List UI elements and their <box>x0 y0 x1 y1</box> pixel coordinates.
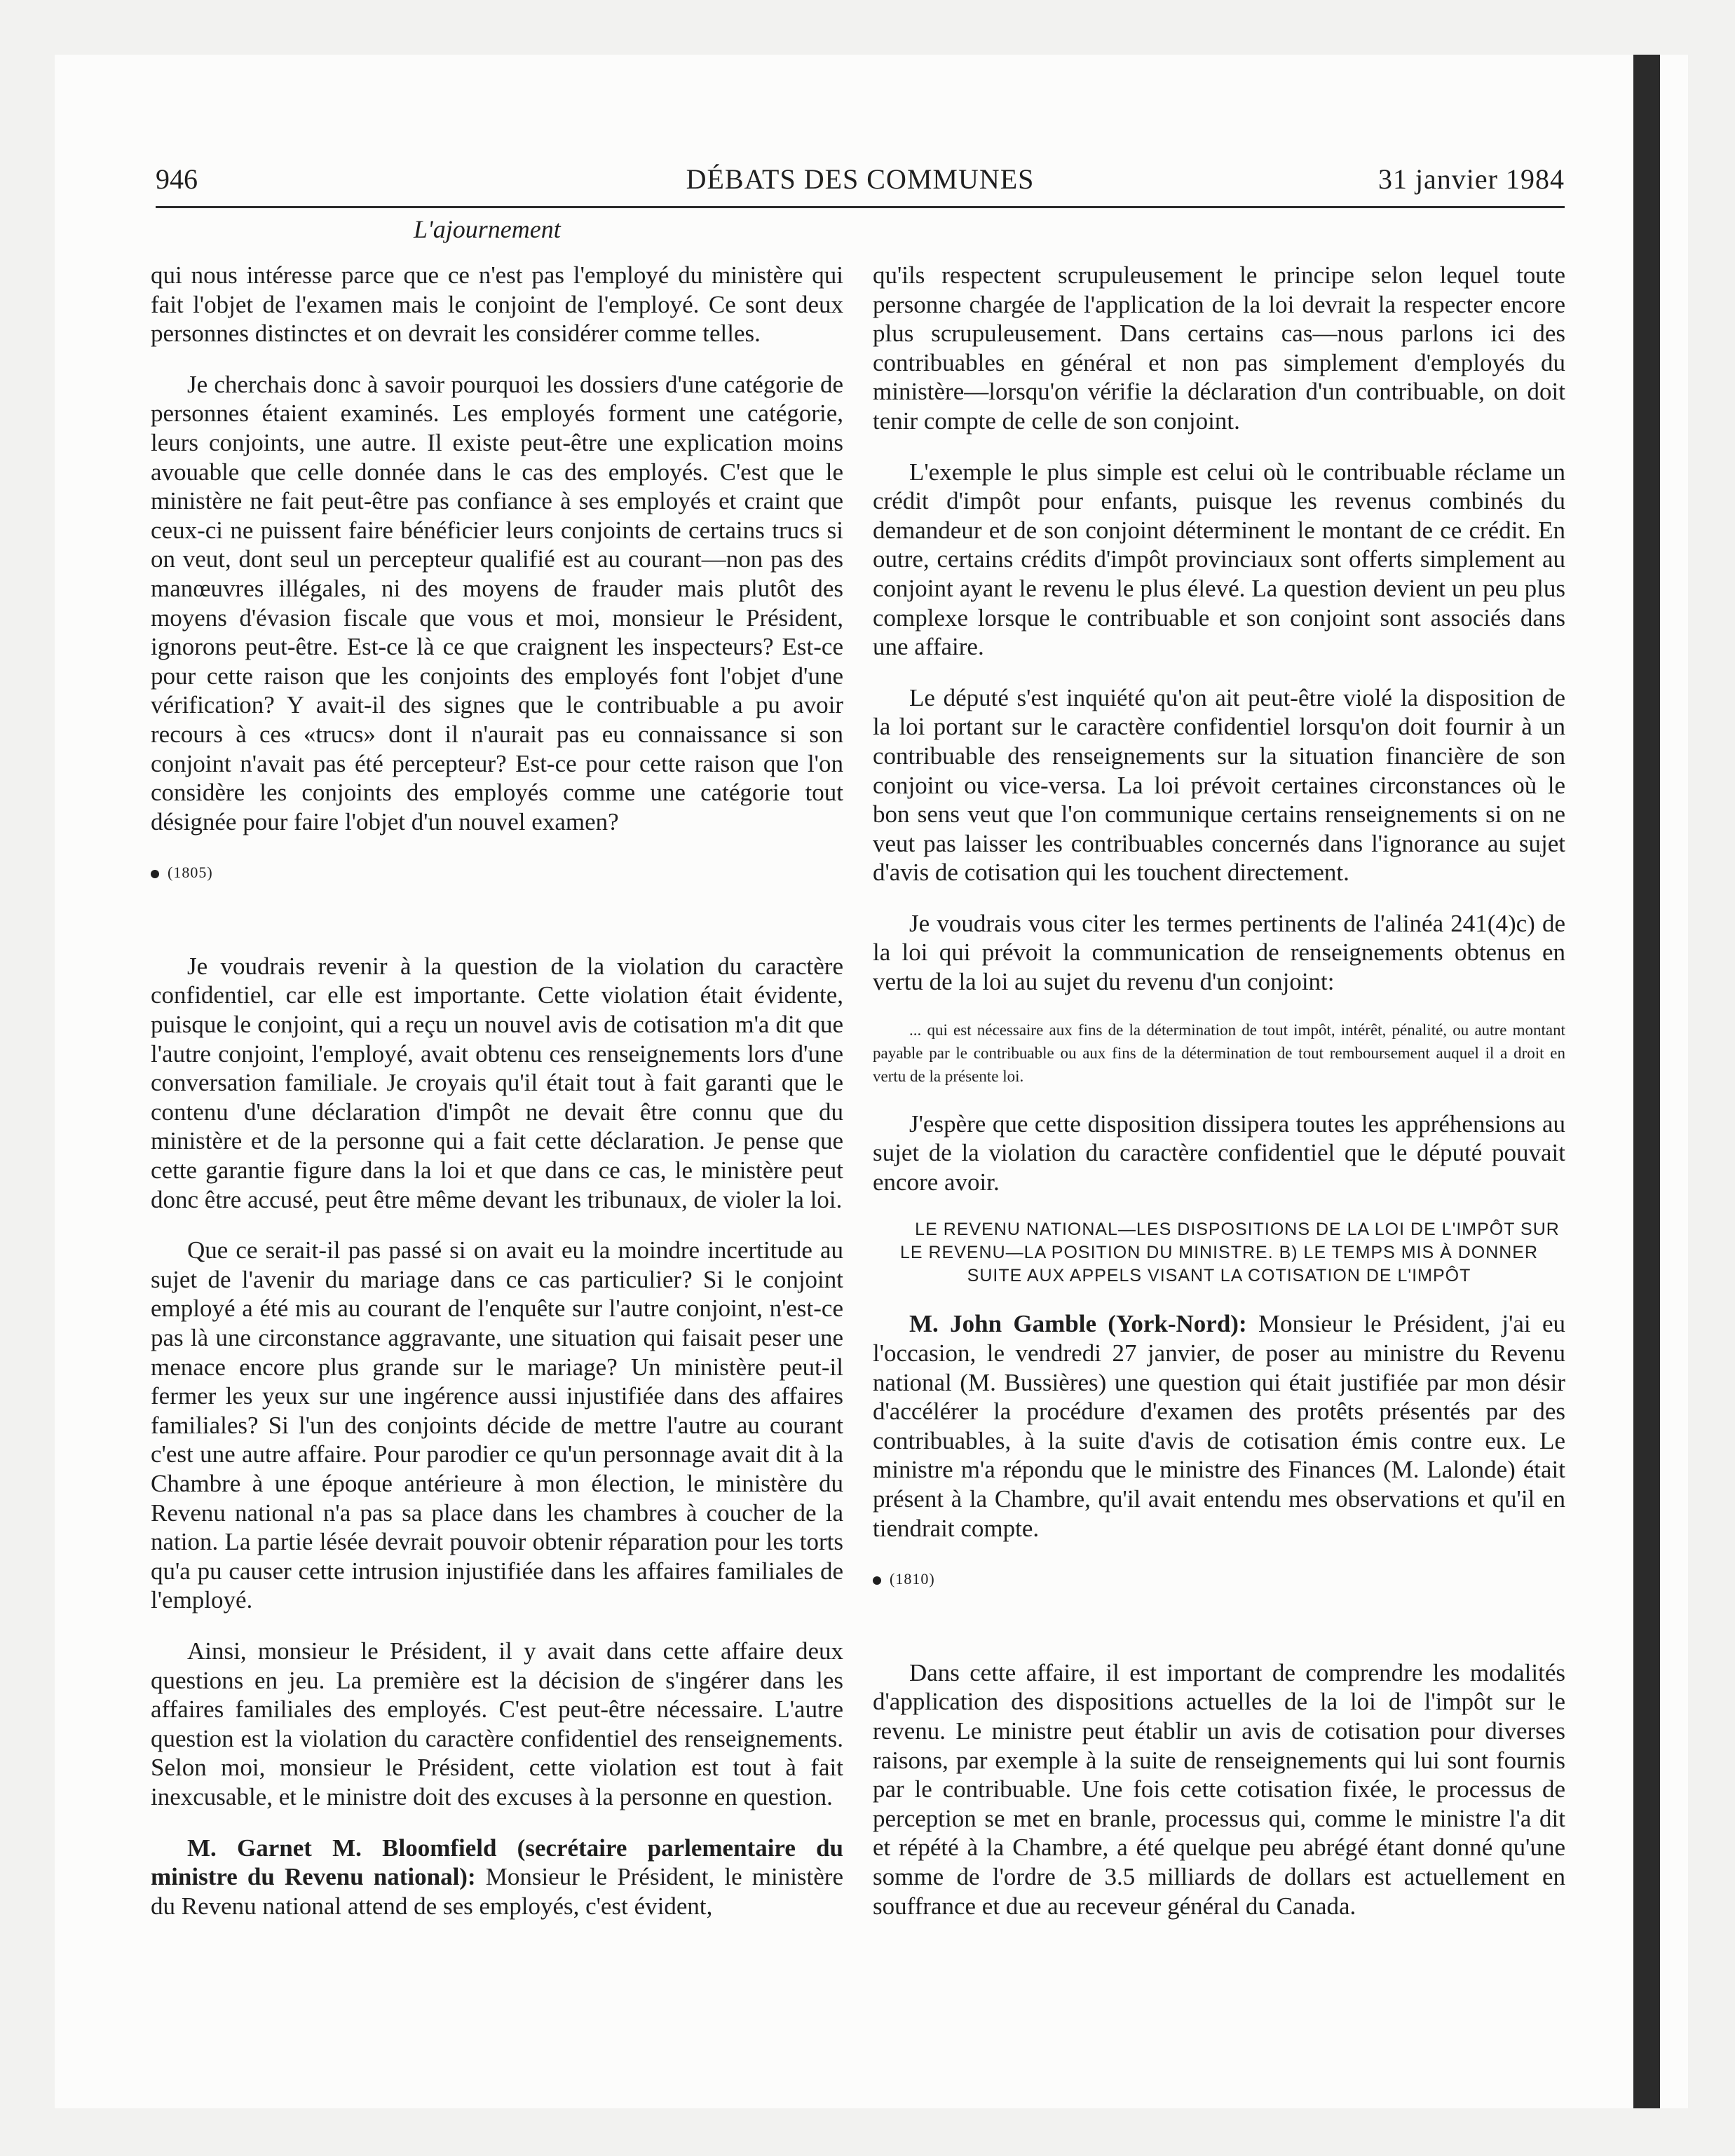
time-marker <box>873 1564 1565 1594</box>
time-marker-label: (1810) <box>890 1570 935 1588</box>
paragraph: L'exemple le plus simple est celui où le contribuable réclame un crédit d'impôt pour enfants, puisque les revenus combinés du demandeur et de son conjoint déterminent le montant de ce crédit. En outre, certains crédits d'impôt provinciaux sont offerts simplement au conjoint ayant le revenu le plus élevé. La question devient un peu plus complexe lorsque le contribuable et son conjoint sont associés dans une affaire. <box>873 458 1565 661</box>
running-header <box>156 163 1565 208</box>
paragraph: J'espère que cette disposition dissipera toutes les appréhensions au sujet de la violation du caractère confidentiel que le député pouvait encore avoir. <box>873 1110 1565 1196</box>
paragraph: Ainsi, monsieur le Président, il y avait dans cette affaire deux questions en jeu. La première est la décision de s'ingérer dans les affaires familiales des employés. C'est peut-être nécessaire. L'autre question est la violation du caractère confidentiel des renseignements. Selon moi, monsieur le Président, cette violation est tout à fait inexcusable, et le ministre doit des excuses à la personne en question. <box>151 1637 843 1810</box>
paragraph: Dans cette affaire, il est important de comprendre les modalités d'application des dispositions actuelles de la loi de l'impôt sur le revenu. Le ministre peut établir un avis de cotisation pour diverses raisons, par exemple à la suite de renseignements qui lui sont fournis par le contribuable. Une fois cette cotisation fixée, le processus de perception se met en branle, processus qui, comme le ministre l'a dit et répété à la Chambre, a été quelque peu abrégé étant donné qu'une somme de l'ordre de 3.5 milliards de dollars est actuellement en souffrance et due au receveur général du Canada. <box>873 1658 1565 1920</box>
page-number: 946 <box>156 163 198 195</box>
paragraph: qu'ils respectent scrupuleusement le principe selon lequel toute personne chargée de l'application de la loi devrait la respecter encore plus scrupuleusement. Dans certains cas—nous parlons ici des contribuables en général et non pas simplement d'employés du ministère—lorsqu'on vérifie la déclaration d'un contribuable, on doit tenir compte de celle de son conjoint. <box>873 261 1565 435</box>
right-column <box>873 261 1565 1942</box>
paragraph: Je cherchais donc à savoir pourquoi les dossiers d'une catégorie de personnes étaient examinés. Les employés forment une catégorie, leurs conjoints, une autre. Il existe peut-être une explication moins avouable que celle donnée dans le cas des employés. C'est que le ministère ne fait peut-être pas confiance à ses employés et craint que ceux-ci ne puissent faire bénéficier leurs conjoints de certains trucs si on veut, dont seul un percepteur qualifié est au courant—non pas des manœuvres illégales, ni des moyens de frauder mais plutôt des moyens d'évasion fiscale que vous et moi, monsieur le Président, ignorons peut-être. Est-ce là ce que craignent les inspecteurs? Est-ce pour cette raison que les conjoints des employés font l'objet d'une vérification? Y avait-il des signes que le contribuable a pu avoir recours à ces «trucs» dont il n'aurait pas eu connaissance si son conjoint n'avait pas été percepteur? Est-ce pour cette raison que l'on considère les conjoints des employés comme une catégorie tout désignée pour faire l'objet d'un nouvel examen? <box>151 370 843 835</box>
header-date: 31 janvier 1984 <box>1377 163 1565 195</box>
topic-heading: LE REVENU NATIONAL—LES DISPOSITIONS DE LA LOI DE L'IMPÔT SUR LE REVENU—LA POSITION DU MINISTRE. B) LE TEMPS MIS À DONNER SUITE AUX APPELS VISANT LA COTISATION DE L'IMPÔT <box>899 1220 1560 1286</box>
paragraph: Que ce serait-il pas passé si on avait eu la moindre incertitude au sujet de l'avenir du mariage dans ce cas particulier? Si le conjoint employé a été mis au courant de l'enquête sur l'autre conjoint, n'est-ce pas là une circonstance aggravante, une situation qui faisait peser une menace encore plus grande sur le mariage? Un ministère peut-il fermer les yeux sur une ingérence aussi injustifiée dans des affaires familiales? Si l'un des conjoints décide de mettre l'autre au courant c'est une autre affaire. Pour parodier ce qu'un personnage avait dit à la Chambre à une époque antérieure à mon élection, le ministère du Revenu national n'a pas sa place dans les chambres à coucher de la nation. La partie lésée devrait pouvoir obtenir réparation pour les torts qu'a pu causer cette intrusion injustifiée dans les affaires familiales de l'employé. <box>151 1236 843 1614</box>
speaker-paragraph <box>873 1309 1565 1543</box>
paragraph: Je voudrais revenir à la question de la violation du caractère confidentiel, car elle est importante. Cette violation était évidente, puisque le conjoint, qui a reçu un nouvel avis de cotisation m'a dit que l'autre conjoint, l'employé, avait obtenu ces renseignements lors d'une conversation familiale. Je croyais qu'il était tout à fait garanti que le contenu d'une déclaration d'impôt ne devait être connu que du ministère et de la personne qui a fait cette déclaration. Je pense que cette garantie figure dans la loi et que dans ce cas, le ministère peut donc être accusé, peut être même devant les tribunaux, de violer la loi. <box>151 952 843 1213</box>
statute-quote: ... qui est nécessaire aux fins de la détermination de tout impôt, intérêt, pénalité, ou autre montant payable par le contribuable ou aux fins de la détermination de tout remboursement auquel il a droit en vertu de la présente loi. <box>873 1021 1565 1085</box>
speech-text: Monsieur le Président, le ministère du Revenu national attend de ses employés, c'est évident, <box>151 1863 843 1920</box>
section-title: L'ajournement <box>414 215 561 243</box>
paragraph: Le député s'est inquiété qu'on ait peut-être violé la disposition de la loi portant sur le caractère confidentiel lorsqu'on doit fournir à un contribuable des renseignements sur la situation financière de son conjoint ou vice-versa. La loi prévoit certaines circonstances où le bon sens veut que l'on communique certains renseignements si on ne veut pas laisser les contribuables concernés dans l'ignorance au sujet d'avis de cotisation qui les touchent directement. <box>873 683 1565 887</box>
paragraph: qui nous intéresse parce que ce n'est pas l'employé du ministère qui fait l'objet de l'examen mais le conjoint de l'employé. Ce sont deux personnes distinctes et on devrait les considérer comme telles. <box>151 261 843 348</box>
scan-edge-bar <box>1633 55 1660 2108</box>
bullet-icon <box>873 1576 881 1585</box>
speaker-name: M. Garnet M. Bloomfield (secrétaire parlementaire du ministre du Revenu national): <box>151 1834 843 1891</box>
speaker-paragraph <box>151 1834 843 1921</box>
bullet-icon <box>151 870 159 878</box>
paragraph: Je voudrais vous citer les termes pertinents de l'alinéa 241(4)c) de la loi qui prévoit la communication de renseignements obtenus en vertu de la loi au sujet du revenu d'un conjoint: <box>873 909 1565 996</box>
speaker-name: M. John Gamble (York-Nord): <box>909 1310 1247 1338</box>
publication-title: DÉBATS DES COMMUNES <box>686 163 1035 195</box>
speech-text: Monsieur le Président, j'ai eu l'occasion, le vendredi 27 janvier, de poser au ministre du Revenu national (M. Bussières) une question qui était justifiée par mon désir d'accélérer la procédure d'examen des protêts présentés par des contribuables, à la suite d'avis de cotisation émis contre eux. Le ministre m'a répondu que le ministre des Finances (M. Lalonde) était présent à la Chambre, qu'il avait entendu mes observations et qu'il en tiendrait compte. <box>873 1310 1565 1542</box>
time-marker <box>151 858 843 887</box>
time-marker-label: (1805) <box>168 864 213 882</box>
left-column <box>151 261 843 1942</box>
